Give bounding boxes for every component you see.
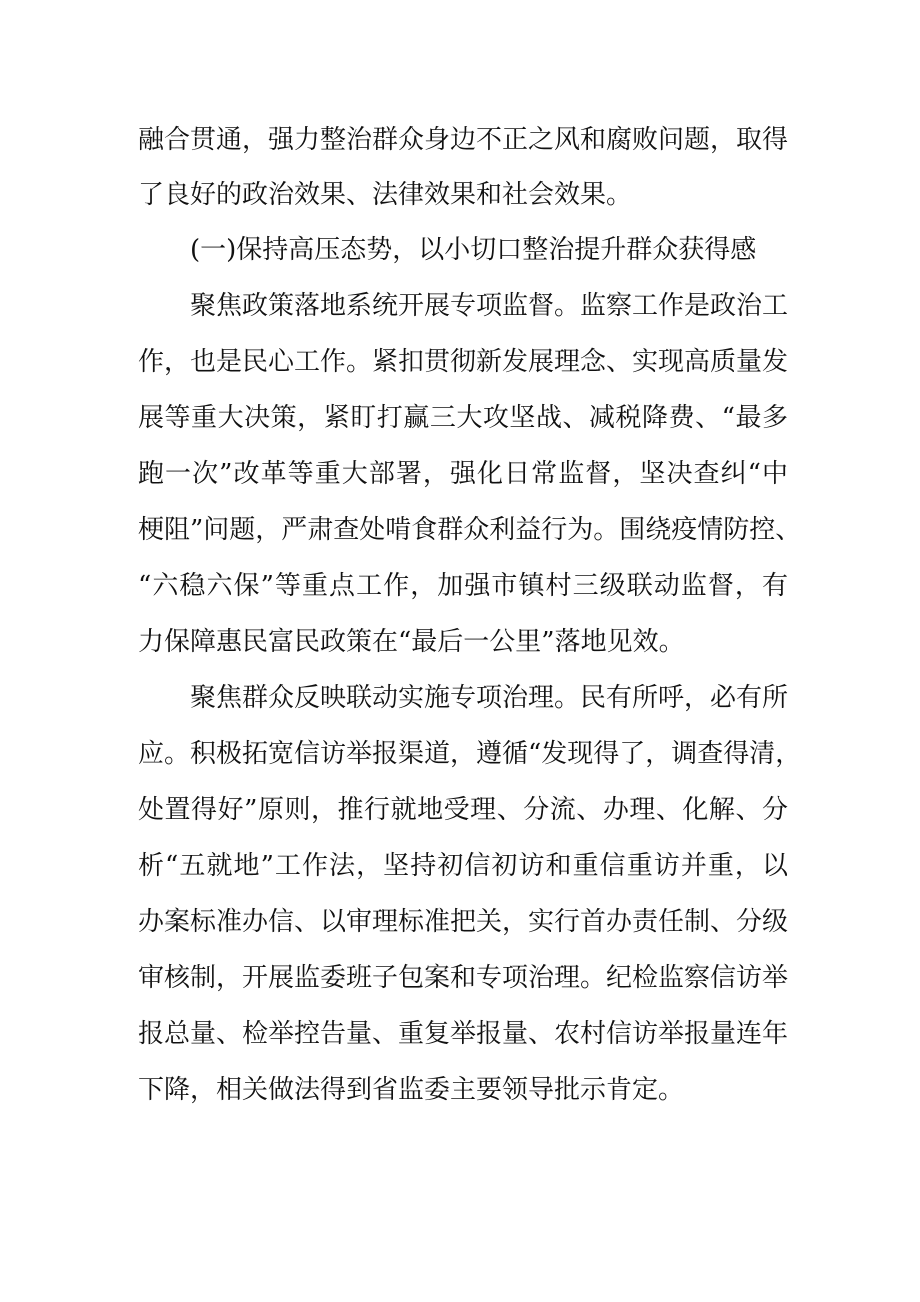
text-line: 了良好的政治效果、法律效果和社会效果。: [138, 180, 633, 210]
text-line: 报总量、检举控告量、重复举报量、农村信访举报量连年: [138, 1019, 789, 1049]
text-line: 梗阻”问题，严肃查处啃食群众利益行为。围绕疫情防控、: [138, 515, 802, 545]
text-line: 聚焦群众反映联动实施专项治理。民有所呼，必有所: [190, 683, 789, 713]
text-line: “六稳六保”等重点工作，加强市镇村三级联动监督，有: [138, 571, 788, 601]
section-heading: (一)保持高压态势，以小切口整治提升群众获得感: [190, 235, 757, 265]
text-line: 审核制，开展监委班子包案和专项治理。纪检监察信访举: [138, 963, 789, 993]
text-line: 应。积极拓宽信访举报渠道，遵循“发现得了，调查得清，: [138, 739, 802, 769]
text-line: 析“五就地”工作法，坚持初信初访和重信重访并重，以: [138, 851, 788, 881]
text-line: 下降，相关做法得到省监委主要领导批示肯定。: [138, 1075, 685, 1105]
text-line: 办案标准办信、以审理标准把关，实行首办责任制、分级: [138, 907, 789, 937]
text-line: 处置得好”原则，推行就地受理、分流、办理、化解、分: [138, 795, 788, 825]
text-line: 融合贯通，强力整治群众身边不正之风和腐败问题，取得: [138, 125, 789, 155]
text-line: 作，也是民心工作。紧扣贯彻新发展理念、实现高质量发: [138, 347, 789, 377]
text-line: 力保障惠民富民政策在“最后一公里”落地见效。: [138, 627, 685, 657]
text-line: 展等重大决策，紧盯打赢三大攻坚战、减税降费、“最多: [138, 403, 788, 433]
text-line: 聚焦政策落地系统开展专项监督。监察工作是政治工: [190, 291, 789, 321]
text-line: 跑一次”改革等重大部署，强化日常监督，坚决查纠“中: [138, 459, 788, 489]
